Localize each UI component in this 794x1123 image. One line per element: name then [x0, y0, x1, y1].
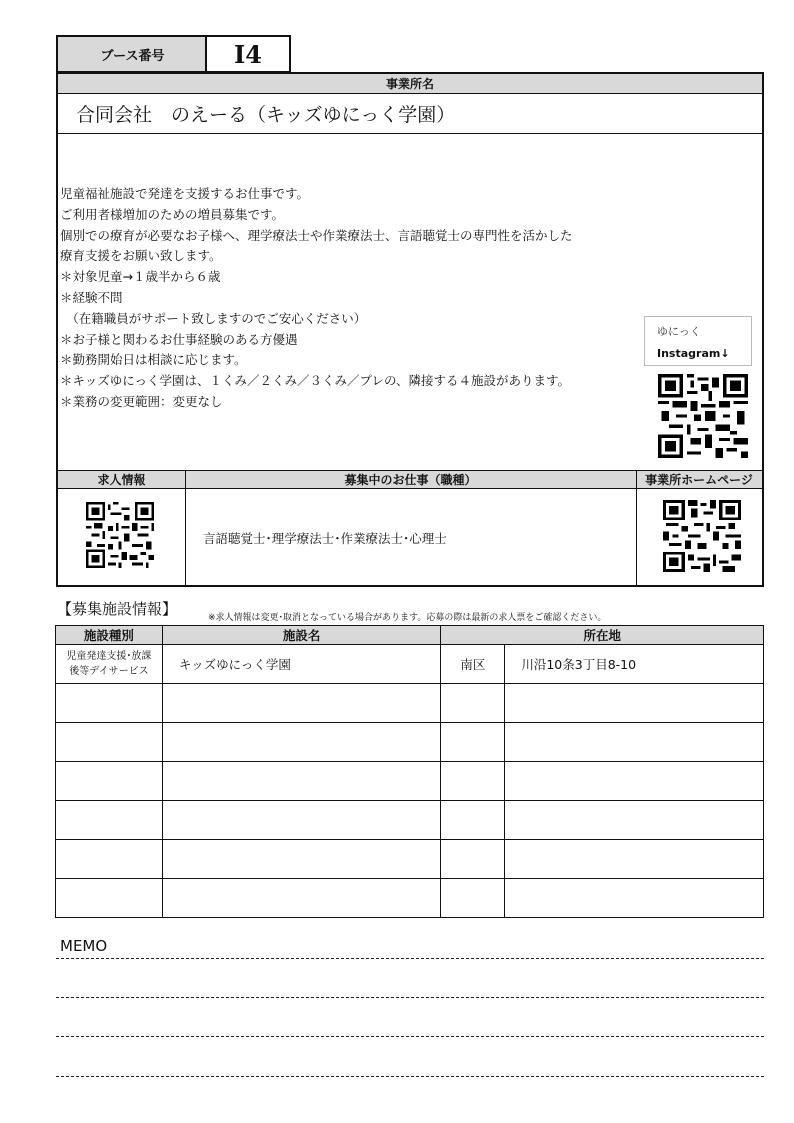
description-line: ＊業務の変更範囲：変更なし — [60, 393, 223, 409]
facility-section-title: 【募集施設情報】 — [57, 600, 178, 618]
table-row — [56, 762, 764, 801]
address-cell — [505, 840, 764, 879]
table-row — [56, 723, 764, 762]
facility-type-cell — [56, 879, 163, 918]
address-cell — [505, 801, 764, 840]
description-line: 児童福祉施設で発達を支援するお仕事です。 — [60, 186, 310, 201]
table-row — [56, 645, 764, 684]
facility-name-header: 施設名 — [162, 626, 441, 645]
address-cell — [505, 723, 764, 762]
description-line: ＊キッズゆにっく学園は、１くみ／２くみ／３くみ／プレの、隣接する４施設があります。 — [60, 373, 571, 389]
ward-cell — [441, 762, 505, 801]
facility-name-cell — [162, 723, 441, 762]
job-info-header: 求人情報 — [97, 473, 146, 487]
memo-line[interactable] — [56, 997, 764, 998]
memo-label: MEMO — [60, 937, 108, 955]
facility-name-cell — [162, 762, 441, 801]
memo-line[interactable] — [56, 1076, 764, 1077]
address-cell — [505, 879, 764, 918]
instagram-qr-code-icon[interactable] — [658, 374, 748, 458]
company-header: 事業所名 — [58, 74, 762, 94]
location-header: 所在地 — [441, 626, 764, 645]
facility-type-cell — [56, 684, 163, 723]
address-cell — [505, 684, 764, 723]
ward-cell: 南区 — [441, 645, 505, 684]
description-line: ＊勤務開始日は相談に応じます。 — [60, 352, 247, 368]
ward-cell — [441, 840, 505, 879]
description-line: 療育支援をお願い致します。 — [60, 248, 222, 264]
facility-type-cell — [56, 801, 163, 840]
homepage-header: 事業所ホームページ — [645, 473, 753, 487]
memo-line[interactable] — [56, 958, 764, 959]
facility-name-cell — [162, 879, 441, 918]
table-header-row — [56, 626, 764, 645]
address-cell — [505, 762, 764, 801]
facility-name-cell — [162, 801, 441, 840]
table-row — [56, 879, 764, 918]
facility-type-cell — [56, 840, 163, 879]
description-line: ＊経験不問 — [60, 289, 123, 305]
column-divider — [636, 470, 637, 585]
job-info-header-row — [58, 470, 762, 489]
column-divider — [185, 470, 186, 585]
ward-cell — [441, 801, 505, 840]
booth-label: ブース番号 — [56, 35, 207, 73]
company-name: 合同会社 のえーる（キッズゆにっく学園） — [58, 94, 762, 134]
facility-type-cell — [56, 723, 163, 762]
job-types: 言語聴覚士･理学療法士･作業療法士･心理士 — [203, 531, 447, 546]
facility-type-cell — [56, 762, 163, 801]
memo-line[interactable] — [56, 1036, 764, 1037]
facility-note: ※求人情報は変更･取消となっている場合があります。応募の際は最新の求人票をご確認ください。 — [208, 613, 607, 623]
company-box — [56, 72, 764, 587]
facility-type-line: 後等デイサービス — [69, 666, 149, 677]
description-line: （在籍職員がサポート致しますのでご安心ください） — [60, 310, 367, 326]
address-cell: 川沿10条3丁目8-10 — [505, 645, 764, 684]
table-row — [56, 840, 764, 879]
facility-type-line: 児童発達支援･放課 — [66, 651, 152, 662]
ward-cell — [441, 723, 505, 762]
facility-name-cell — [162, 840, 441, 879]
ward-cell — [441, 879, 505, 918]
facility-name-cell — [162, 684, 441, 723]
booth-number: I4 — [205, 35, 291, 73]
homepage-qr-code-icon[interactable] — [663, 500, 741, 572]
job-description — [60, 184, 660, 413]
instagram-line2: Instagram↓ — [657, 347, 730, 360]
description-line: 個別での療育が必要なお子様へ、理学療法士や作業療法士、言語聴覚士の専門性を活かした — [60, 227, 573, 243]
description-line: ご利用者様増加のための増員募集です。 — [60, 206, 285, 222]
facility-table — [55, 625, 764, 918]
table-row — [56, 684, 764, 723]
facility-type-header: 施設種別 — [56, 626, 163, 645]
instagram-label — [644, 316, 752, 366]
job-info-qr-code-icon[interactable] — [86, 502, 154, 568]
instagram-line1: ゆにっく — [657, 325, 701, 338]
table-row — [56, 801, 764, 840]
facility-type-cell — [56, 645, 163, 684]
ward-cell — [441, 684, 505, 723]
facility-name-cell: キッズゆにっく学園 — [162, 645, 441, 684]
description-line: ＊お子様と関わるお仕事経験のある方優遇 — [60, 331, 298, 347]
jobs-header: 募集中のお仕事（職種） — [344, 473, 477, 487]
description-line: ＊対象児童→１歳半から６歳 — [60, 269, 221, 285]
